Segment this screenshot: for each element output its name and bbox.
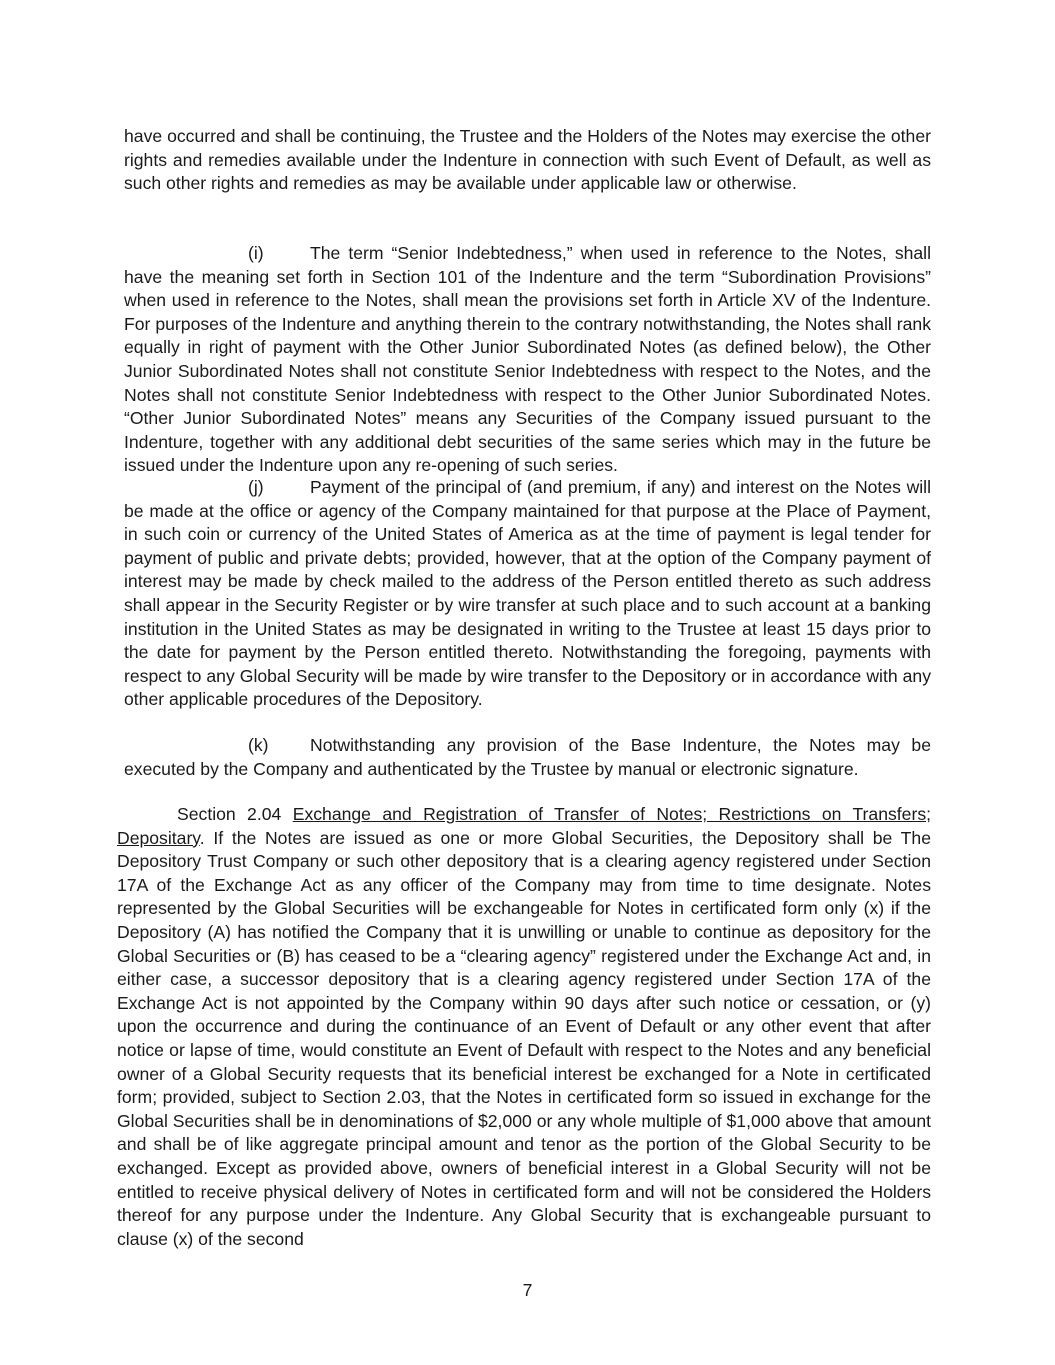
section-number: Section 2.04: [177, 804, 282, 824]
clause-k-label: (k): [248, 735, 269, 755]
clause-i-text: The term “Senior Indebtedness,” when used in reference to the Notes, shall have the meaning set forth in Section 101 of the Indenture and the term “Subordination Provisions” when used in reference to the Notes, shall mean the provisions set forth in Article XV of the Indenture. For purposes of the Indenture and anything therein to the contrary notwithstanding, the Notes shall rank equally in right of payment with the Other Junior Subordinated Notes (as defined below), the Other Junior Subordinated Notes shall not constitute Senior Indebtedness with respect to the Notes, and the Notes shall not constitute Senior Indebtedness with respect to the Other Junior Subordinated Notes. “Other Junior Subordinated Notes” means any Securities of the Company issued pursuant to the Indenture, together with any additional debt securities of the same series which may in the future be issued under the Indenture upon any re-opening of such series.: [124, 243, 931, 476]
clause-i-label: (i): [248, 243, 264, 263]
clause-j-text: Payment of the principal of (and premium, if any) and interest on the Notes will be made at the office or agency of the Company maintained for that purpose at the Place of Payment, in such coin or currency of the United States of America as at the time of payment is legal tender for payment of public and private debts; provided, however, that at the option of the Company payment of interest may be made by check mailed to the address of the Person entitled thereto as such address shall appear in the Security Register or by wire transfer at such place and to such account at a banking institution in the United States as may be designated in writing to the Trustee at least 15 days prior to the date for payment by the Person entitled thereto. Notwithstanding the foregoing, payments with respect to any Global Security will be made by wire transfer to the Depository or in accordance with any other applicable procedures of the Depository.: [124, 477, 931, 710]
continuation-paragraph: have occurred and shall be continuing, the Trustee and the Holders of the Notes may exercise the other rights and remedies available under the Indenture in connection with such Event of Default, as well as such other rights and remedies as may be available under applicable law or otherwise.: [124, 126, 931, 194]
clause-k-text: Notwithstanding any provision of the Base Indenture, the Notes may be executed by the Company and authenticated by the Trustee by manual or electronic signature.: [124, 735, 931, 779]
clause-j-paragraph: [124, 476, 931, 712]
clause-j-label: (j): [248, 477, 264, 497]
section-heading: Exchange and Registration of Transfer of Notes; Restrictions on Transfers; Depositary: [117, 804, 931, 848]
clause-i-paragraph: [124, 242, 931, 478]
page-number: 7: [522, 1280, 533, 1300]
clause-k-paragraph: [124, 734, 931, 781]
section-body-text: . If the Notes are issued as one or more Global Securities, the Depository shall be The Depository Trust Company or such other depository that is a clearing agency registered under Section 17A of the Exchange Act as any officer of the Company may from time to time designate. Notes represented by the Global Securities will be exchangeable for Notes in certificated form only (x) if the Depository (A) has notified the Company that it is unwilling or unable to continue as depository for the Global Securities or (B) has ceased to be a “clearing agency” registered under the Exchange Act and, in either case, a successor depository that is a clearing agency registered under Section 17A of the Exchange Act is not appointed by the Company within 90 days after such notice or cessation, or (y) upon the occurrence and during the continuance of an Event of Default or any other event that after notice or lapse of time, would constitute an Event of Default with respect to the Notes and any beneficial owner of a Global Security requests that its beneficial interest be exchanged for a Note in certificated form; provided, subject to Section 2.03, that the Notes in certificated form so issued in exchange for the Global Securities shall be in denominations of $2,000 or any whole multiple of $1,000 above that amount and shall be of like aggregate principal amount and tenor as the portion of the Global Security to be exchanged. Except as provided above, owners of beneficial interest in a Global Security will not be entitled to receive physical delivery of Notes in certificated form and will not be considered the Holders thereof for any purpose under the Indenture. Any Global Security that is exchangeable pursuant to clause (x) of the second: [117, 827, 931, 1249]
section-2-04-paragraph: [117, 803, 931, 1251]
